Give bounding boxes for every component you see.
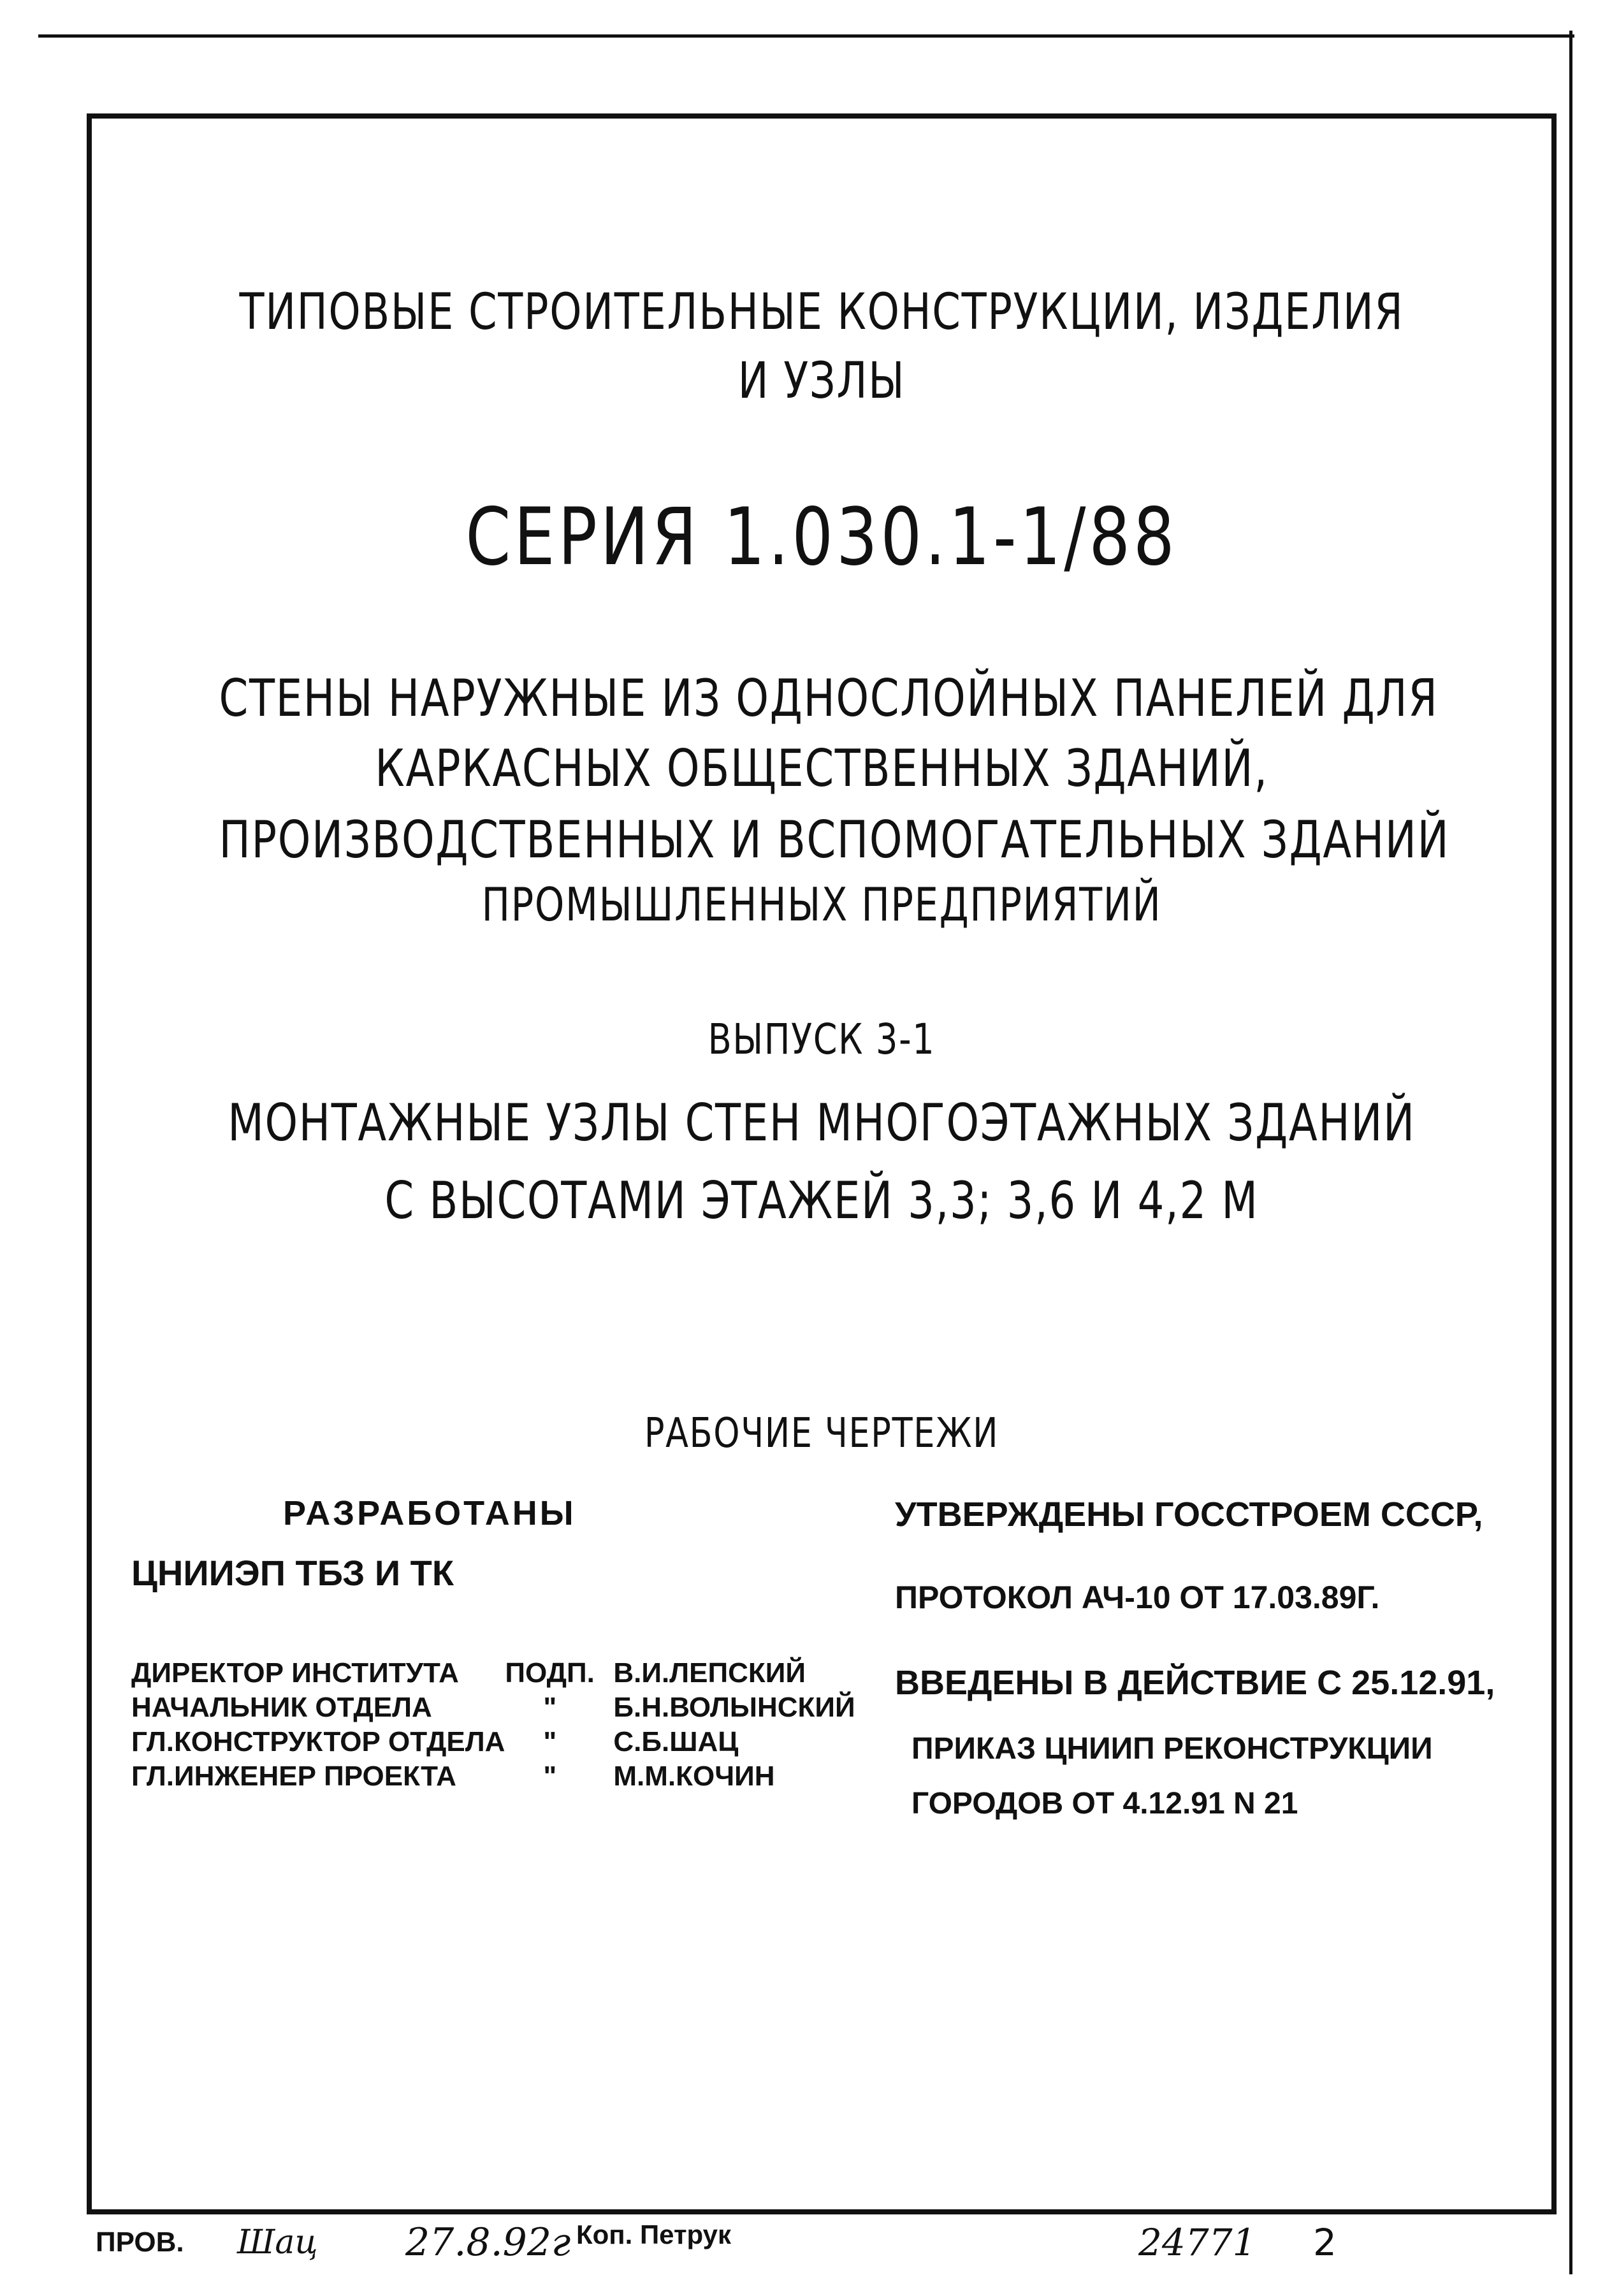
staff-name: М.М.КОЧИН	[613, 1761, 775, 1792]
approval-line5: ГОРОДОВ ОТ 4.12.91 N 21	[911, 1787, 1298, 1820]
title-page-frame	[87, 113, 1557, 2214]
staff-signature-mark: "	[543, 1761, 557, 1792]
issue-title-line1: МОНТАЖНЫЕ УЗЛЫ СТЕН МНОГОЭТАЖНЫХ ЗДАНИЙ	[228, 1093, 1416, 1152]
drawings-label: РАБОЧИЕ ЧЕРТЕЖИ	[644, 1410, 999, 1457]
subject-line2: КАРКАСНЫХ ОБЩЕСТВЕННЫХ ЗДАНИЙ,	[375, 739, 1268, 798]
staff-row	[131, 1690, 855, 1725]
approval-line2: ПРОТОКОЛ АЧ-10 ОТ 17.03.89Г.	[895, 1580, 1380, 1615]
approval-line1: УТВЕРЖДЕНЫ ГОССТРОЕМ СССР,	[895, 1495, 1483, 1534]
issue-title-line2: С ВЫСОТАМИ ЭТАЖЕЙ 3,3; 3,6 И 4,2 М	[384, 1171, 1259, 1230]
staff-name: С.Б.ШАЦ	[613, 1726, 739, 1757]
staff-signature-table	[131, 1656, 855, 1794]
footer-doc-number: 24771	[1138, 2221, 1256, 2264]
staff-role: ДИРЕКТОР ИНСТИТУТА	[131, 1657, 459, 1689]
staff-signature-mark: "	[543, 1726, 557, 1757]
staff-role: ГЛ.ИНЖЕНЕР ПРОЕКТА	[131, 1761, 456, 1792]
issue-number: ВЫПУСК 3-1	[708, 1015, 936, 1064]
header-title-line2: И УЗЛЫ	[737, 352, 906, 410]
staff-row	[131, 1656, 855, 1690]
footer-signature: Шац	[237, 2223, 318, 2262]
top-border-line	[38, 34, 1574, 38]
staff-row	[131, 1759, 855, 1794]
staff-signature-mark: ПОДП.	[505, 1657, 595, 1689]
footer-page-number: 2	[1313, 2221, 1337, 2264]
footer-checked-label: ПРОВ.	[96, 2227, 184, 2258]
header-title-line1: ТИПОВЫЕ СТРОИТЕЛЬНЫЕ КОНСТРУКЦИИ, ИЗДЕЛИЯ	[239, 284, 1404, 341]
approval-line3: ВВЕДЕНЫ В ДЕЙСТВИЕ С 25.12.91,	[895, 1664, 1495, 1702]
staff-name: Б.Н.ВОЛЫНСКИЙ	[613, 1692, 855, 1723]
footer-date: 27.8.92г	[405, 2220, 571, 2265]
staff-signature-mark: "	[543, 1692, 557, 1723]
subject-line3: ПРОИЗВОДСТВЕННЫХ И ВСПОМОГАТЕЛЬНЫХ ЗДАНИЙ	[219, 810, 1450, 869]
right-border-line	[1569, 31, 1572, 2274]
staff-role: ГЛ.КОНСТРУКТОР ОТДЕЛА	[131, 1726, 505, 1757]
footer-copied-by: Коп. Петрук	[576, 2220, 732, 2249]
developer-label: РАЗРАБОТАНЫ	[283, 1494, 576, 1532]
staff-role: НАЧАЛЬНИК ОТДЕЛА	[131, 1692, 432, 1723]
staff-row	[131, 1725, 855, 1759]
subject-line4: ПРОМЫШЛЕННЫХ ПРЕДПРИЯТИЙ	[481, 878, 1162, 931]
developer-org: ЦНИИЭП ТБЗ И ТК	[131, 1553, 454, 1593]
series-number: СЕРИЯ 1.030.1-1/88	[465, 491, 1178, 583]
staff-name: В.И.ЛЕПСКИЙ	[613, 1657, 806, 1689]
approval-line4: ПРИКАЗ ЦНИИП РЕКОНСТРУКЦИИ	[911, 1732, 1433, 1766]
subject-line1: СТЕНЫ НАРУЖНЫЕ ИЗ ОДНОСЛОЙНЫХ ПАНЕЛЕЙ ДЛЯ	[219, 669, 1439, 728]
